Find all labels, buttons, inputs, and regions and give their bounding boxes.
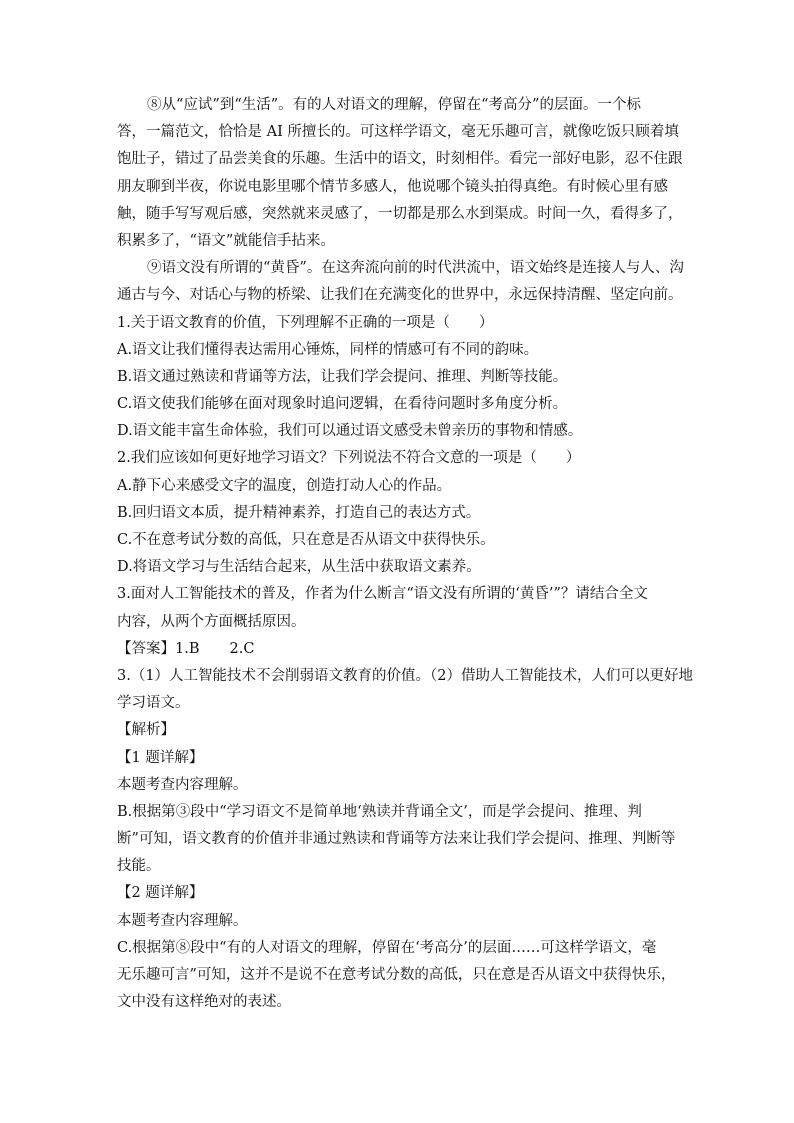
answer-q3-line: 学习语文。 [117,695,190,712]
option-a: A.语文让我们懂得表达需用心锤炼，同样的情感可有不同的韵味。 [117,341,539,358]
question-3 [117,581,679,635]
question-stem-continued: 内容，从两个方面概括原因。 [117,613,306,630]
detail-1-heading: 【1 题详解】 [117,749,204,766]
paragraph-line: ⑨语文没有所谓的“黄昏”。在这奔流向前的时代洪流中，语文始终是连接人与人、沟 [147,260,684,277]
option-d: D.语文能丰富生命体验，我们可以通过语文感受未曾亲历的事物和情感。 [117,423,583,440]
analysis-heading: 【解析】 [117,722,175,739]
question-2 [117,445,679,581]
option-a: A.静下心来感受文字的温度，创造打动人心的作品。 [117,477,452,494]
detail-1-line: 断”可知，语文教育的价值并非通过熟读和背诵等方法来让我们学会提问、推理、判断等 [117,831,676,848]
detail-2-line: C.根据第⑧段中“有的人对语文的理解，停留在‘考高分’的层面……可这样学语文，毫 [117,939,657,956]
paragraph-line: 积累多了，“语文”就能信手拈来。 [117,232,335,249]
option-c: C.语文使我们能够在面对现象时追问逻辑，在看待问题时多角度分析。 [117,396,568,413]
option-d: D.将语文学习与生活结合起来，从生活中获取语文素养。 [117,559,481,576]
paragraph-line: 答，一篇范文，恰恰是 AI 所擅长的。可这样学语文，毫无乐趣可言，就像吃饭只顾着填 [117,124,679,141]
question-stem: 1.关于语文教育的价值，下列理解不正确的一项是（ ） [117,314,494,331]
paragraph-8 [117,92,683,255]
answer-q3-line: 3.（1）人工智能技术不会削弱语文教育的价值。（2）借助人工智能技术，人们可以更好地 [117,667,694,684]
answer-line [117,636,679,663]
paragraph-line: 通古与今、对话心与物的桥梁、让我们在充满变化的世界中，永远保持清醒、坚定向前。 [117,287,683,304]
option-b: B.语文通过熟读和背诵等方法，让我们学会提问、推理、判断等技能。 [117,368,568,385]
answer-q2: 2.C [229,640,255,657]
option-b: B.回归语文本质，提升精神素养，打造自己的表达方式。 [117,504,481,521]
question-stem: 3.面对人工智能技术的普及，作者为什么断言“语文没有所谓的‘黄昏’”？请结合全文 [117,586,648,603]
answer-label: 【答案】 [117,640,175,657]
question-stem: 2.我们应该如何更好地学习语文？下列说法不符合文意的一项是（ ） [117,450,581,467]
answer-section [117,636,694,718]
detail-2-line: 无乐趣可言”可知，这并不是说不在意考试分数的高低，只在意是否从语文中获得快乐， [117,967,676,983]
paragraph-9 [117,255,684,309]
analysis-section [117,717,679,1016]
detail-2-intro: 本题考查内容理解。 [117,912,248,929]
detail-1-line: B.根据第③段中“学习语文不是简单地‘熟读并背诵全文’，而是学会提问、推理、判 [117,803,642,820]
option-c: C.不在意考试分数的高低，只在意是否从语文中获得快乐。 [117,532,495,548]
paragraph-line: 朋友聊到半夜，你说电影里哪个情节多感人，他说哪个镜头拍得真绝。有时候心里有感 [117,178,668,195]
answer-q1: 1.B [175,640,200,657]
question-1 [117,310,679,446]
detail-2-heading: 【2 题详解】 [117,885,204,902]
paragraph-line: 触，随手写写观后感，突然就来灵感了，一切都是那么水到渠成。时间一久，看得多了， [117,205,683,222]
detail-1-intro: 本题考查内容理解。 [117,776,248,793]
paragraph-line: 饱肚子，错过了品尝美食的乐趣。生活中的语文，时刻相伴。看完一部好电影，忍不住跟 [117,151,683,168]
paragraph-line: ⑧从“应试”到“生活”。有的人对语文的理解，停留在“考高分”的层面。一个标 [147,97,641,113]
detail-1-line: 技能。 [117,858,161,875]
detail-2-line: 文中没有这样绝对的表述。 [117,994,291,1011]
document-page [117,92,694,1016]
